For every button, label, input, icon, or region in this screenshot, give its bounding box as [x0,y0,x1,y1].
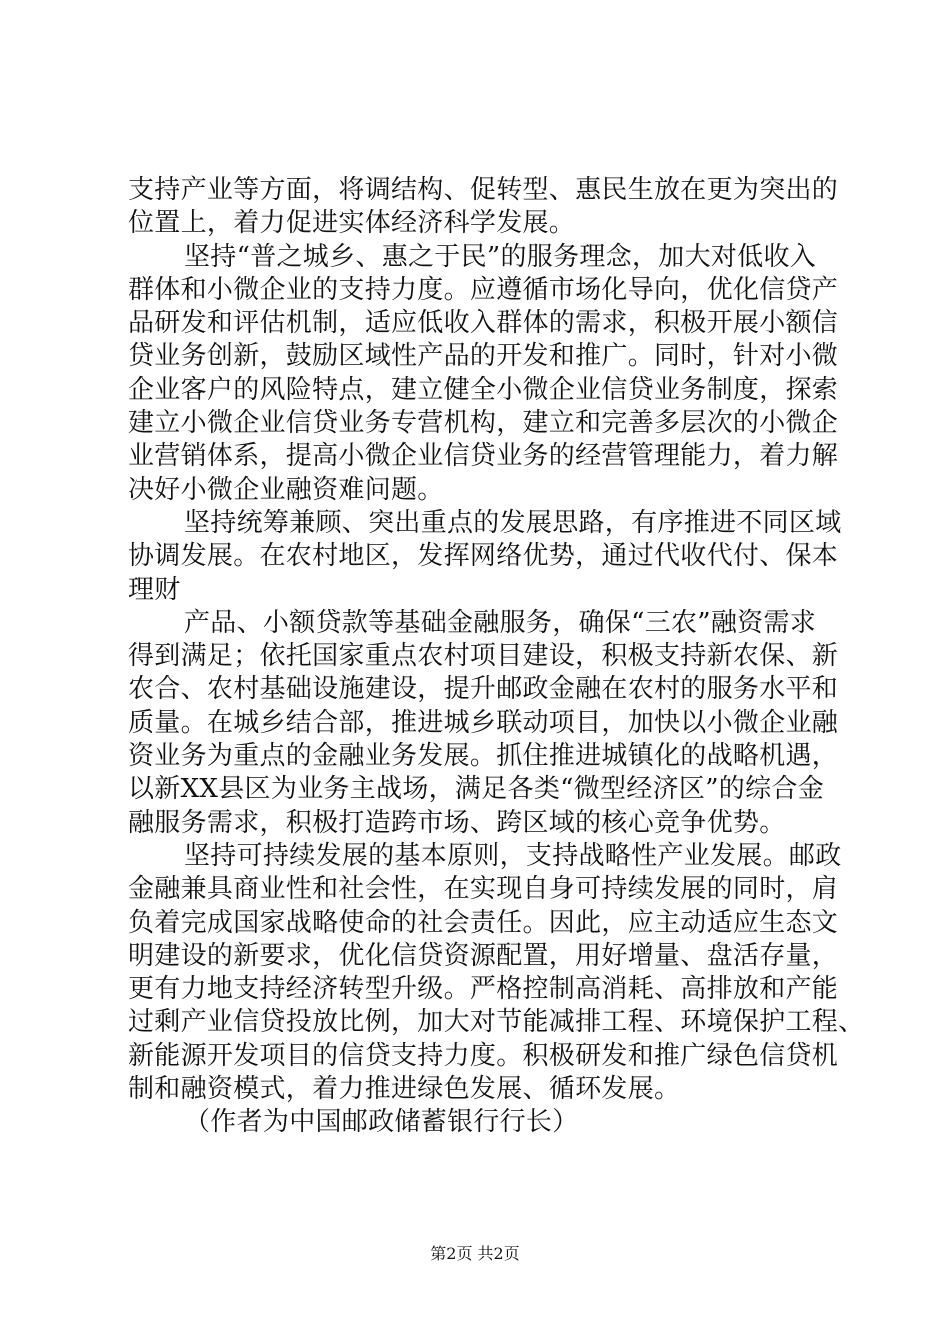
text-line: 金融兼具商业性和社会性，在实现自身可持续发展的同时，肩 [128,874,839,905]
text-line: 质量。在城乡结合部，推进城乡联动项目，加快以小微企业融 [128,707,839,738]
text-line: 新能源开发项目的信贷支持力度。积极研发和推广绿色信贷机 [128,1040,839,1071]
text-line: 坚持统筹兼顾、突出重点的发展思路，有序推进不同区域 [184,507,842,538]
text-line: 资业务为重点的金融业务发展。抓住推进城镇化的战略机遇， [128,741,839,772]
text-line: 融服务需求，积极打造跨市场、跨区域的核心竞争优势。 [128,807,786,838]
text-line: 位置上，着力促进实体经济科学发展。 [128,208,576,239]
text-line: （作者为中国邮政储蓄银行行长） [184,1107,579,1138]
text-line: 坚持可持续发展的基本原则，支持战略性产业发展。邮政 [184,840,842,871]
text-line: 企业客户的风险特点，建立健全小微企业信贷业务制度，探索 [128,374,839,405]
text-line: 农合、农村基础设施建设，提升邮政金融在农村的服务水平和 [128,674,839,705]
text-line: 过剩产业信贷投放比例，加大对节能减排工程、环境保护工程、 [128,1007,865,1038]
text-line: 产品、小额贷款等基础金融服务，确保“三农”融资需求 [184,607,817,638]
text-line: 建立小微企业信贷业务专营机构，建立和完善多层次的小微企 [128,408,839,439]
text-line: 得到满足；依托国家重点农村项目建设，积极支持新农保、新 [128,641,839,672]
text-line: 坚持“普之城乡、惠之于民”的服务理念，加大对低收入 [184,241,817,272]
text-line: 明建设的新要求，优化信贷资源配置，用好增量、盘活存量， [128,940,839,971]
text-line: 理财 [128,574,181,605]
text-line: 制和融资模式，着力推进绿色发展、循环发展。 [128,1074,681,1105]
text-line: 决好小微企业融资难问题。 [128,474,444,505]
text-line: 以新XX县区为业务主战场，满足各类“微型经济区”的综合金 [128,774,825,805]
text-line: 业营销体系，提高小微企业信贷业务的经营管理能力，着力解 [128,441,839,472]
text-line: 协调发展。在农村地区，发挥网络优势，通过代收代付、保本 [128,541,839,572]
text-line: 贷业务创新，鼓励区域性产品的开发和推广。同时，针对小微 [128,341,839,372]
text-line: 品研发和评估机制，适应低收入群体的需求，积极开展小额信 [128,308,839,339]
text-line: 群体和小微企业的支持力度。应遵循市场化导向，优化信贷产 [128,274,839,305]
text-line: 更有力地支持经济转型升级。严格控制高消耗、高排放和产能 [128,974,839,1005]
text-line: 支持产业等方面，将调结构、促转型、惠民生放在更为突出的 [128,175,839,205]
text-line: 负着完成国家战略使命的社会责任。因此，应主动适应生态文 [128,907,839,938]
page-footer: 第2页 共2页 [430,1244,520,1263]
document-body [128,174,865,1140]
